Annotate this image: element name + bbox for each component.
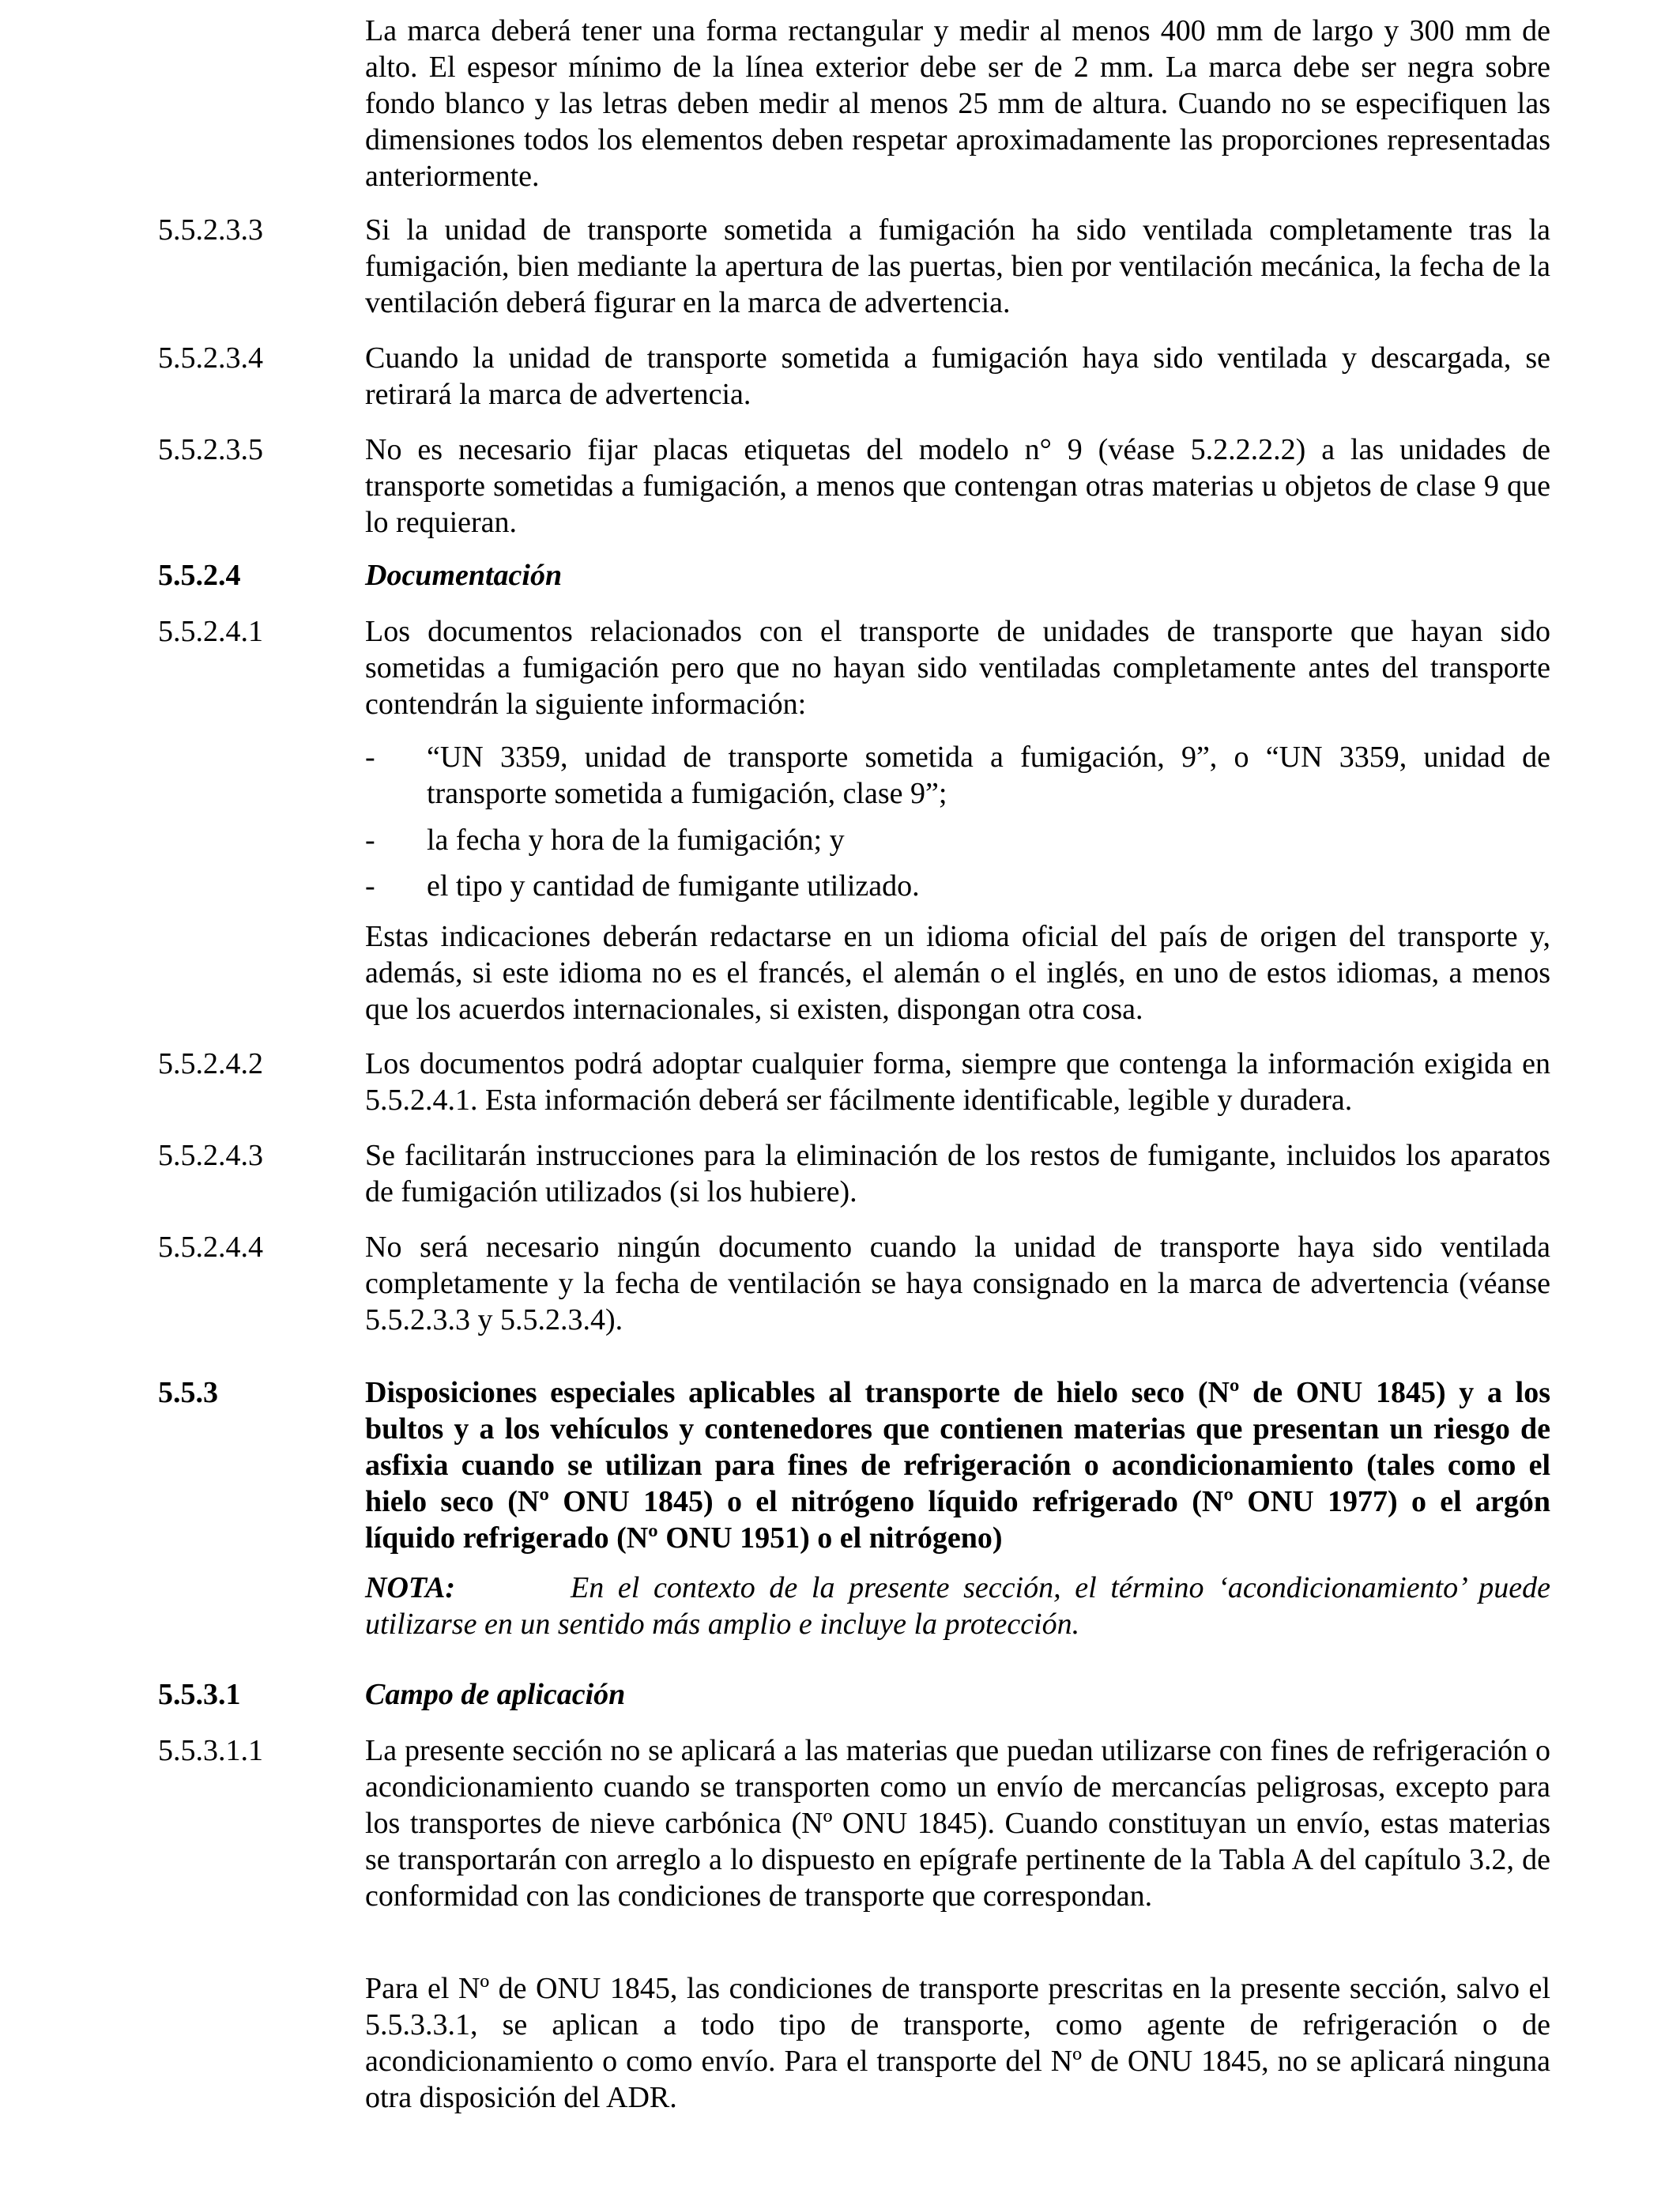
paragraph-marca: La marca deberá tener una forma rectangular y medir al menos 400 mm de largo y 300 mm de alto. El espesor mínimo de la línea exterior debe ser de 2 mm. La marca debe ser negra sobre fondo blanco y las letras deben medir al menos 25 mm de altura. Cuando no se especifiquen las dimensiones todos los elementos deben respetar aproximadamente las proporciones representadas anteriormente. bbox=[365, 14, 1550, 193]
section-number: 5.5.2.4.2 bbox=[158, 1047, 263, 1080]
paragraph-5-5-2-4-4: No será necesario ningún documento cuando la unidad de transporte haya sido ventilada completamente y la fecha de ventilación se haya consignado en la marca de advertencia (véanse 5.5.2.3.3 y 5.5.2.3.4). bbox=[365, 1231, 1550, 1336]
section-number: 5.5.3 bbox=[158, 1376, 218, 1409]
paragraph-5-5-2-4-1: Los documentos relacionados con el transporte de unidades de transporte que hayan sido sometidas a fumigación pero que no hayan sido ventiladas completamente antes del transporte contendrán la siguiente información: bbox=[365, 615, 1550, 721]
section-number: 5.5.2.3.4 bbox=[158, 341, 263, 375]
list-item: la fecha y hora de la fumigación; y bbox=[427, 824, 845, 857]
paragraph-idiomas: Estas indicaciones deberán redactarse en un idioma oficial del país de origen del transporte y, además, si este idioma no es el francés, el alemán o el inglés, en uno de estos idiomas, a menos que los acuerdos internacionales, si existen, dispongan otra cosa. bbox=[365, 920, 1550, 1026]
paragraph-5-5-2-3-5: No es necesario fijar placas etiquetas del modelo n° 9 (véase 5.2.2.2.2) a las unidades de transporte sometidas a fumigación, a menos que contengan otras materias u objetos de clase 9 que lo requieran. bbox=[365, 433, 1550, 539]
section-number: 5.5.2.4.3 bbox=[158, 1139, 263, 1172]
list-item: el tipo y cantidad de fumigante utilizado. bbox=[427, 869, 920, 903]
list-bullet: - bbox=[365, 869, 375, 903]
note-label: NOTA: bbox=[365, 1571, 455, 1604]
paragraph-5-5-2-4-3: Se facilitarán instrucciones para la eliminación de los restos de fumigante, incluidos los aparatos de fumigación utilizados (si los hubiere). bbox=[365, 1139, 1550, 1208]
paragraph-5-5-2-3-3: Si la unidad de transporte sometida a fumigación ha sido ventilada completamente tras la fumigación, bien mediante la apertura de las puertas, bien por ventilación mecánica, la fecha de la ventilación deberá figurar en la marca de advertencia. bbox=[365, 213, 1550, 319]
section-heading-documentacion: Documentación bbox=[365, 559, 563, 592]
paragraph-5-5-2-3-4: Cuando la unidad de transporte sometida a fumigación haya sido ventilada y descargada, se retirará la marca de advertencia. bbox=[365, 341, 1550, 411]
paragraph-5-5-3-1-1: La presente sección no se aplicará a las materias que puedan utilizarse con fines de refrigeración o acondicionamiento cuando se transporten como un envío de mercancías peligrosas, excepto para los transportes de nieve carbónica (Nº ONU 1845). Cuando constituyan un envío, estas materias se transportarán con arreglo a lo dispuesto en epígrafe pertinente de la Tabla A del capítulo 3.2, de conformidad con las condiciones de transporte que correspondan. bbox=[365, 1734, 1550, 1913]
section-number: 5.5.2.4.4 bbox=[158, 1231, 263, 1264]
list-bullet: - bbox=[365, 824, 375, 857]
list-bullet: - bbox=[365, 741, 375, 774]
section-number: 5.5.3.1 bbox=[158, 1678, 241, 1711]
section-number: 5.5.2.3.3 bbox=[158, 213, 263, 247]
paragraph-5-5-2-4-2: Los documentos podrá adoptar cualquier forma, siempre que contenga la información exigida en 5.5.2.4.1. Esta información deberá ser fácilmente identificable, legible y duradera. bbox=[365, 1047, 1550, 1117]
section-number: 5.5.2.4.1 bbox=[158, 615, 263, 648]
section-heading-5-5-3: Disposiciones especiales aplicables al transporte de hielo seco (Nº de ONU 1845) y a los bultos y a los vehículos y contenedores que contienen materias que presentan un riesgo de asfixia cuando se utilizan para fines de refrigeración o acondicionamiento (tales como el hielo seco (Nº ONU 1845) o el nitrógeno líquido refrigerado (Nº ONU 1977) o el argón líquido refrigerado (Nº ONU 1951) o el nitrógeno) bbox=[365, 1376, 1550, 1555]
section-number: 5.5.2.4 bbox=[158, 559, 241, 592]
list-item: “UN 3359, unidad de transporte sometida a fumigación, 9”, o “UN 3359, unidad de transporte sometida a fumigación, clase 9”; bbox=[427, 741, 1550, 810]
section-heading-campo: Campo de aplicación bbox=[365, 1678, 626, 1711]
note-text: En el contexto de la presente sección, el término ‘acondicionamiento’ puede utilizarse en un sentido más amplio e incluye la protección. bbox=[365, 1571, 1550, 1641]
section-number: 5.5.3.1.1 bbox=[158, 1734, 263, 1767]
section-number: 5.5.2.3.5 bbox=[158, 433, 263, 466]
paragraph-onu-1845: Para el Nº de ONU 1845, las condiciones de transporte prescritas en la presente sección, salvo el 5.5.3.3.1, se aplican a todo tipo de transporte, como agente de refrigeración o de acondicionamiento o como envío. Para el transporte del Nº de ONU 1845, no se aplicará ninguna otra disposición del ADR. bbox=[365, 1972, 1550, 2114]
